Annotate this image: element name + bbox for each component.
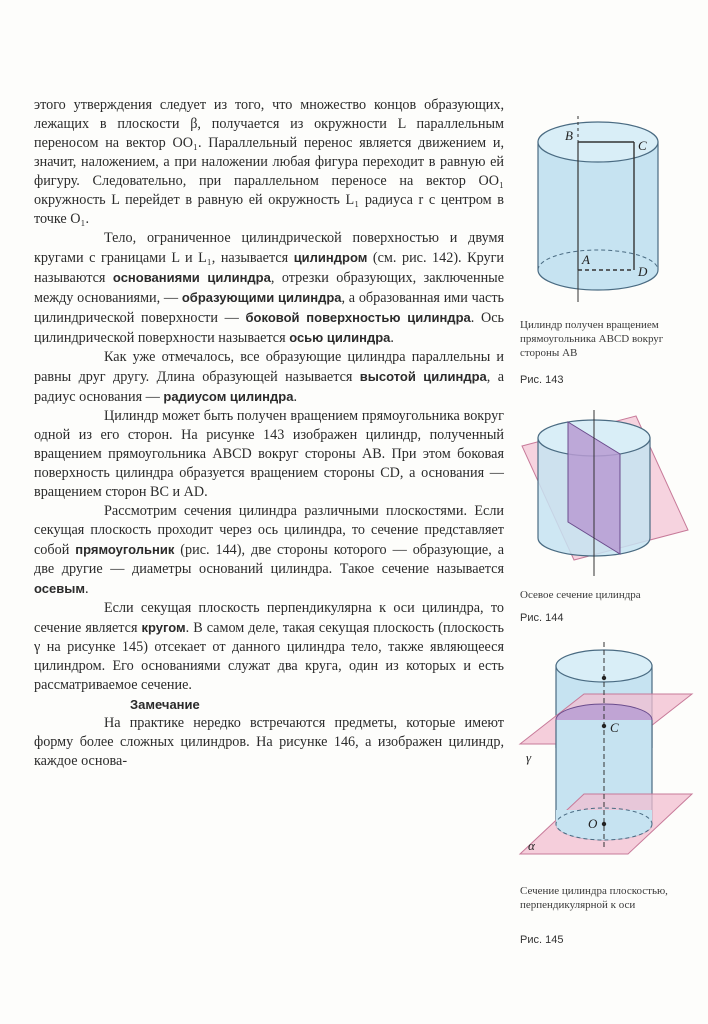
term-cylinder: цилиндром (293, 250, 368, 265)
label-A: A (582, 252, 590, 267)
paragraph-4: Цилиндр может быть получен вращением прямоугольника вокруг одной из его сторон. На рисунке 143 изображен цилиндр, полученный вращением прямоугольника ABCD вокруг стороны AB. При этом боковая поверхность цилиндра образуется вращением стороны CD, а основания — вращением сторон BC и AD. (34, 408, 504, 500)
term-height: высотой цилиндра (359, 369, 487, 384)
figure-144-caption: Осевое сечение цилиндра (520, 589, 641, 601)
paragraph-3: Как уже отмечалось, все образующие цилиндра параллельны и равны друг другу. Длина образующей называется высотой цилиндра, а радиус основания — радиусом цилиндра. (34, 349, 504, 405)
label-C: C (638, 138, 647, 153)
figure-143-cylinder (518, 112, 688, 308)
paragraph-2: Тело, ограниченное цилиндрической поверхностью и двумя кругами с границами L и L₁, называется цилиндром (см. рис. 142). Круги называются основаниями цилиндра, отрезки образующих, заключенные между основаниями, — образующими цилиндра, а образованная ими часть цилиндрической поверхности — боковой поверхностью цилиндра. Ось цилиндрической поверхности называется осью цилиндра. (34, 230, 505, 346)
figure-145-number: Рис. 145 (520, 934, 564, 946)
paragraph-7: На практике нередко встречаются предметы, которые имеют форму более сложных цилиндров. На рисунке 146, а изображен цилиндр, каждое основа- (34, 715, 504, 769)
paragraph-6: Если секущая плоскость перпендикулярна к оси цилиндра, то сечение является кругом. В самом деле, такая секущая плоскость (плоскость γ на рисунке 145) отсекает от данного цилиндра тело, также являющееся цилиндром. Его основаниями служат два круга, один из которых и есть рассматриваемое сечение. (34, 600, 505, 693)
figure-145-perpendicular-section (514, 638, 694, 868)
term-bases: основаниями цилиндра (112, 270, 271, 285)
term-lateral-surface: боковой поверхностью цилиндра (245, 310, 471, 325)
figure-143-number: Рис. 143 (520, 374, 564, 386)
figure-143-caption: Цилиндр получен вращением прямоугольника ABCD вокруг стороны AB (520, 319, 664, 359)
term-generatrices: образующими цилиндра (181, 290, 342, 305)
figure-144-axial-section (516, 410, 692, 576)
label-alpha: α (528, 838, 535, 853)
label-B: B (565, 128, 573, 143)
main-text-column (34, 96, 504, 771)
term-axial: осевым (34, 581, 85, 596)
label-O: O (588, 816, 598, 831)
remark-heading: Замечание (130, 697, 200, 712)
term-radius: радиусом цилиндра (163, 389, 294, 404)
figure-145-caption: Сечение цилиндра плоскостью, перпендикулярной к оси (520, 885, 668, 911)
term-circle: кругом (141, 620, 186, 635)
figure-144-number: Рис. 144 (520, 612, 564, 624)
term-axis: осью цилиндра (289, 330, 391, 345)
paragraph-1: этого утверждения следует из того, что множество концов образующих, лежащих в плоскости β, получается из окружности L параллельным переносом на вектор OO₁. Параллельный перенос является движением и, значит, наложением, а при наложении любая фигура переходит в равную ей фигуру. Следовательно, при параллельном переносе на вектор OO₁ окружность L перейдет в равную ей окружность L₁ радиуса r с центром в точке O₁. (34, 97, 504, 227)
label-D: D (638, 264, 648, 279)
label-C: C (610, 720, 619, 735)
paragraph-5: Рассмотрим сечения цилиндра различными плоскостями. Если секущая плоскость проходит через ось цилиндра, то сечение представляет собой прямоугольник (рис. 144), две стороны которого — образующие, а две другие — диаметры оснований цилиндра. Такое сечение называется осевым. (34, 503, 504, 597)
term-rectangle: прямоугольник (75, 542, 175, 557)
label-gamma: γ (526, 750, 532, 765)
